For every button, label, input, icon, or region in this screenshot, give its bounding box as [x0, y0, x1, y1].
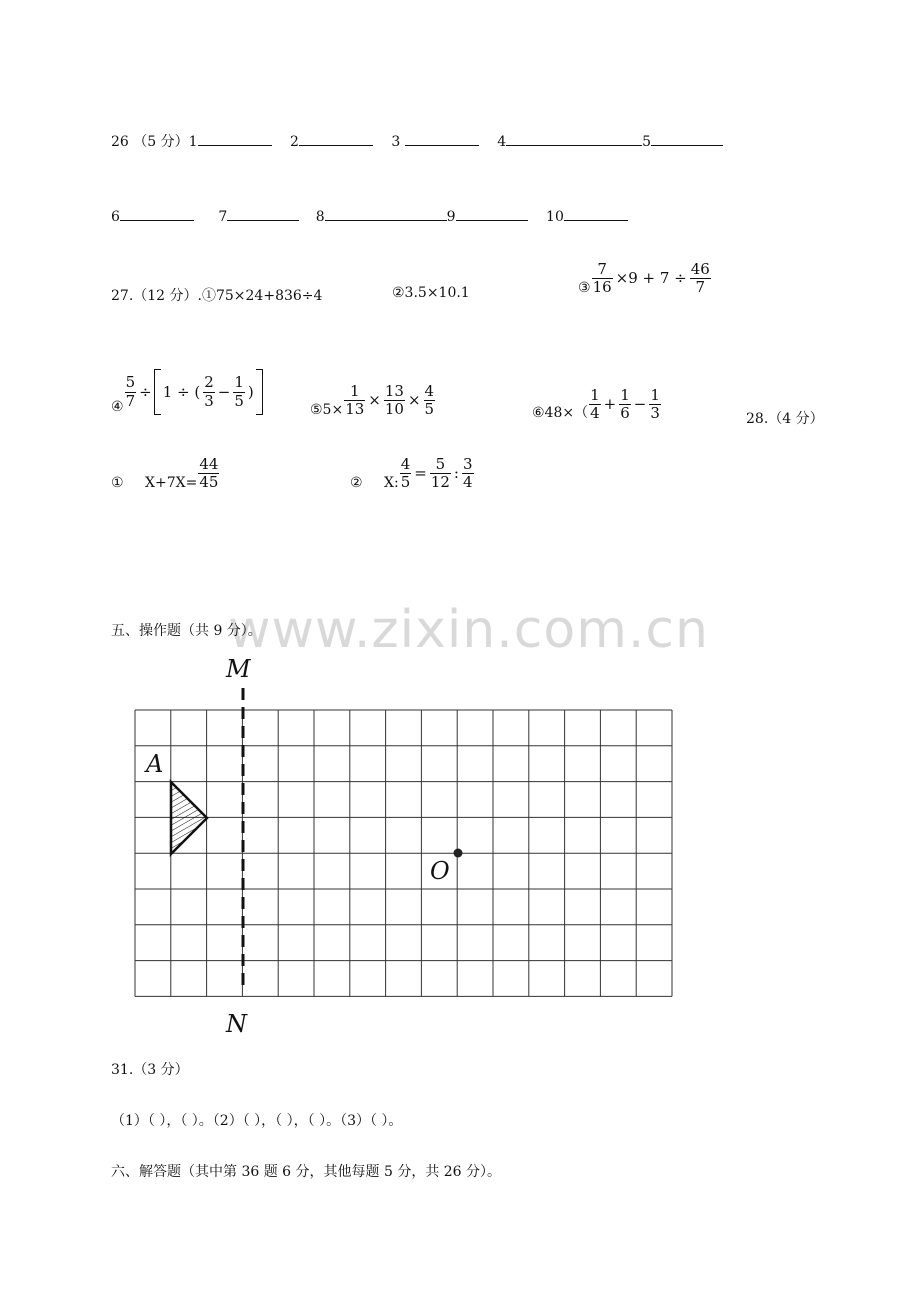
q27-p3-fraction-2: $\frac{46}{7}$ — [690, 259, 710, 296]
q26-label-6: 6 — [111, 209, 120, 225]
q26-label-10: 10 — [546, 209, 564, 225]
q26-label-1: 1 — [188, 134, 198, 150]
q31-answer-line: （1）（ ），（ ）。（2）（ ），（ ），（ ）。（3）（ ）。 — [111, 1113, 403, 1129]
q26-label-2: 2 — [290, 134, 299, 150]
q26-label-5: 5 — [642, 134, 652, 150]
point-o — [454, 849, 463, 858]
q27-p6-marker: ⑥48×（ — [532, 405, 589, 421]
q27-p5-marker: ⑤5× — [310, 402, 344, 418]
q27-p6-minus: − — [633, 395, 647, 414]
q27-problem-1: ①75×24+836÷4 — [201, 288, 323, 304]
q27-p4-fraction-3: $\frac{1}{5}$ — [234, 373, 244, 410]
q28-e2-text: X: — [384, 475, 399, 491]
q27-p5-times-2: × — [407, 391, 421, 410]
q27-p4-minus: − — [217, 383, 231, 401]
q27-p4-div: ÷ — [139, 383, 152, 401]
q28-e1-marker: ① — [111, 475, 124, 491]
q31-header: 31.（3 分） — [111, 1062, 189, 1078]
q27-p4-marker: ④ — [111, 399, 124, 415]
q26-header: 26 （5 分） — [111, 134, 189, 150]
label-o: O — [430, 857, 450, 885]
q27-p3-fraction-1: $\frac{7}{16}$ — [592, 259, 612, 296]
q27-p3-ops: ×9 + 7 ÷ — [615, 269, 687, 288]
q27-p5-fraction-1: $\frac{1}{13}$ — [345, 381, 365, 418]
q26-label-4: 4 — [497, 134, 507, 150]
q28-e2-fraction-3: $\frac{3}{4}$ — [462, 454, 473, 491]
q27-p5-fraction-3: $\frac{4}{5}$ — [424, 381, 435, 418]
q27-p6-fraction-2: $\frac{1}{6}$ — [620, 385, 630, 422]
q28-e2-equals: = — [414, 464, 427, 483]
q28-e2-marker: ② — [350, 475, 363, 491]
q27-header: 27.（12 分）. — [111, 288, 202, 304]
q27-p6-plus: + — [603, 395, 617, 414]
q28-e1-fraction: $\frac{44}{45}$ — [199, 454, 219, 491]
q27-problem-2: ②3.5×10.1 — [392, 285, 470, 301]
section-6-title: 六、解答题（其中第 36 题 6 分，其他每题 5 分，共 26 分）。 — [111, 1164, 502, 1180]
label-n: N — [226, 1010, 247, 1038]
q28-e1-text: X+7X= — [145, 475, 198, 491]
q27-p4-fraction-2: $\frac{2}{3}$ — [204, 373, 214, 410]
q27-p4-inner: 1 ÷ ( — [162, 383, 201, 401]
watermark: www.zixin.com.cn — [228, 600, 709, 660]
label-m: M — [226, 655, 251, 683]
label-a: A — [146, 750, 164, 778]
q26-label-3: 3 — [391, 134, 401, 150]
q27-p6-fraction-3: $\frac{1}{3}$ — [650, 385, 660, 422]
q28-e2-fraction-2: $\frac{5}{12}$ — [430, 454, 450, 491]
q27-p5-fraction-2: $\frac{13}{10}$ — [384, 381, 404, 418]
q27-p4-close: ) — [247, 383, 254, 401]
q28-e2-colon: : — [453, 464, 459, 483]
q27-p4-fraction-1: $\frac{5}{7}$ — [125, 373, 136, 410]
q26-label-7: 7 — [218, 209, 228, 225]
q28-header: 28.（4 分） — [746, 411, 824, 427]
grid-lines — [135, 710, 672, 996]
section-5-title: 五、操作题（共 9 分）。 — [111, 623, 262, 639]
q26-label-9: 9 — [446, 209, 456, 225]
q27-p5-times-1: × — [368, 391, 381, 410]
q27-p3-marker: ③ — [578, 280, 591, 296]
q26-label-8: 8 — [315, 209, 325, 225]
q28-e2-fraction-1: $\frac{4}{5}$ — [400, 454, 411, 491]
q27-p6-fraction-1: $\frac{1}{4}$ — [590, 385, 600, 422]
hatched-triangle — [171, 782, 207, 854]
